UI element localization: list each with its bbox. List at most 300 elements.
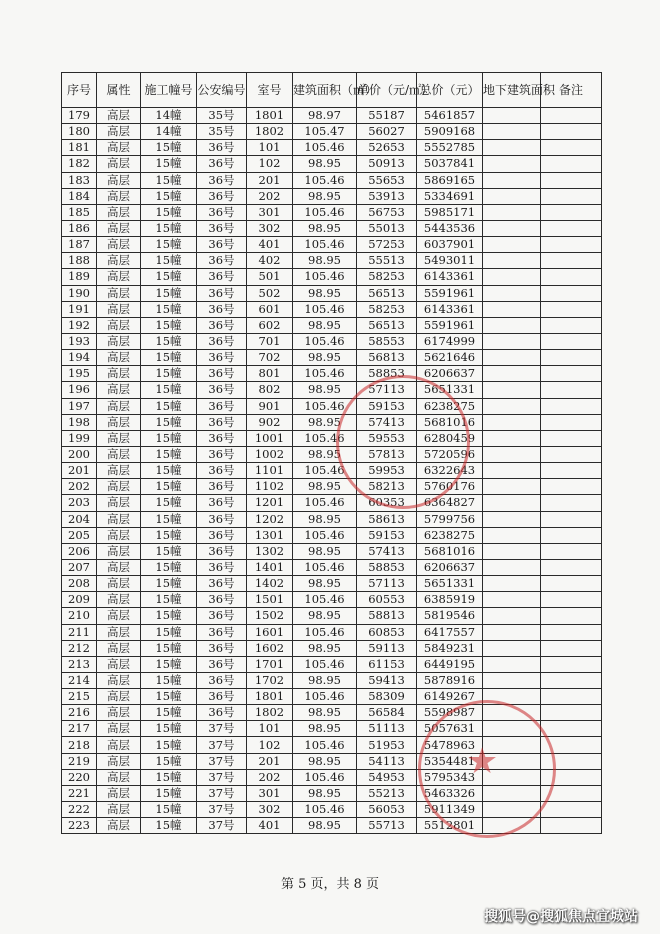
cell-unit-price: 57813 [357, 446, 417, 462]
cell-area: 98.95 [293, 382, 357, 398]
cell-police-no: 36号 [197, 220, 247, 236]
cell-seq: 216 [62, 705, 97, 721]
cell-underground-area [483, 543, 541, 559]
cell-unit-price: 57413 [357, 543, 417, 559]
cell-area: 98.95 [293, 721, 357, 737]
cell-underground-area [483, 398, 541, 414]
cell-remarks [541, 495, 602, 511]
cell-seq: 196 [62, 382, 97, 398]
cell-underground-area [483, 527, 541, 543]
cell-police-no: 36号 [197, 414, 247, 430]
cell-remarks [541, 172, 602, 188]
cell-police-no: 36号 [197, 188, 247, 204]
cell-seq: 183 [62, 172, 97, 188]
cell-building: 15幢 [141, 253, 197, 269]
header-police-no: 公安编号 [197, 73, 247, 108]
cell-building: 15幢 [141, 366, 197, 382]
cell-type: 高层 [97, 559, 141, 575]
cell-remarks [541, 350, 602, 366]
cell-room: 702 [247, 350, 293, 366]
cell-underground-area [483, 689, 541, 705]
cell-room: 202 [247, 188, 293, 204]
cell-area: 105.46 [293, 172, 357, 188]
cell-type: 高层 [97, 220, 141, 236]
cell-room: 1802 [247, 705, 293, 721]
cell-seq: 187 [62, 237, 97, 253]
cell-remarks [541, 511, 602, 527]
cell-underground-area [483, 785, 541, 801]
cell-area: 98.95 [293, 317, 357, 333]
cell-seq: 210 [62, 608, 97, 624]
cell-remarks [541, 479, 602, 495]
cell-unit-price: 55013 [357, 220, 417, 236]
cell-area: 98.95 [293, 608, 357, 624]
cell-police-no: 36号 [197, 592, 247, 608]
cell-building: 15幢 [141, 656, 197, 672]
cell-seq: 219 [62, 753, 97, 769]
cell-room: 302 [247, 220, 293, 236]
cell-unit-price: 56053 [357, 802, 417, 818]
cell-remarks [541, 463, 602, 479]
cell-underground-area [483, 124, 541, 140]
cell-remarks [541, 737, 602, 753]
cell-unit-price: 57113 [357, 382, 417, 398]
cell-type: 高层 [97, 705, 141, 721]
cell-remarks [541, 253, 602, 269]
cell-seq: 193 [62, 333, 97, 349]
cell-unit-price: 58853 [357, 559, 417, 575]
cell-seq: 212 [62, 640, 97, 656]
cell-unit-price: 60853 [357, 624, 417, 640]
cell-police-no: 36号 [197, 689, 247, 705]
cell-remarks [541, 656, 602, 672]
cell-unit-price: 56584 [357, 705, 417, 721]
cell-remarks [541, 188, 602, 204]
cell-unit-price: 55513 [357, 253, 417, 269]
cell-type: 高层 [97, 624, 141, 640]
table-row [62, 737, 602, 753]
cell-area: 98.97 [293, 108, 357, 124]
cell-room: 1001 [247, 430, 293, 446]
cell-room: 601 [247, 301, 293, 317]
cell-underground-area [483, 301, 541, 317]
cell-total-price: 5591961 [417, 317, 483, 333]
cell-unit-price: 50913 [357, 156, 417, 172]
cell-type: 高层 [97, 317, 141, 333]
cell-seq: 218 [62, 737, 97, 753]
cell-room: 502 [247, 285, 293, 301]
cell-building: 15幢 [141, 156, 197, 172]
cell-area: 98.95 [293, 479, 357, 495]
cell-unit-price: 58253 [357, 301, 417, 317]
cell-total-price: 5909168 [417, 124, 483, 140]
cell-underground-area [483, 253, 541, 269]
cell-area: 98.95 [293, 753, 357, 769]
table-row [62, 269, 602, 285]
table-row [62, 608, 602, 624]
cell-type: 高层 [97, 333, 141, 349]
cell-type: 高层 [97, 608, 141, 624]
cell-underground-area [483, 237, 541, 253]
cell-area: 98.95 [293, 640, 357, 656]
cell-area: 98.95 [293, 511, 357, 527]
cell-police-no: 36号 [197, 140, 247, 156]
cell-unit-price: 54113 [357, 753, 417, 769]
cell-area: 98.95 [293, 785, 357, 801]
cell-seq: 220 [62, 769, 97, 785]
cell-room: 1602 [247, 640, 293, 656]
cell-seq: 189 [62, 269, 97, 285]
cell-building: 15幢 [141, 624, 197, 640]
cell-total-price: 6449195 [417, 656, 483, 672]
cell-building: 15幢 [141, 269, 197, 285]
cell-underground-area [483, 333, 541, 349]
cell-remarks [541, 785, 602, 801]
cell-building: 15幢 [141, 398, 197, 414]
cell-type: 高层 [97, 737, 141, 753]
cell-underground-area [483, 769, 541, 785]
cell-area: 98.95 [293, 543, 357, 559]
cell-seq: 211 [62, 624, 97, 640]
cell-police-no: 36号 [197, 237, 247, 253]
cell-police-no: 36号 [197, 317, 247, 333]
header-unit-price: 单价（元/㎡） [357, 73, 417, 108]
cell-type: 高层 [97, 140, 141, 156]
cell-area: 98.95 [293, 253, 357, 269]
cell-room: 1302 [247, 543, 293, 559]
cell-police-no: 36号 [197, 253, 247, 269]
table-row [62, 382, 602, 398]
cell-area: 98.95 [293, 672, 357, 688]
cell-remarks [541, 769, 602, 785]
cell-police-no: 36号 [197, 463, 247, 479]
cell-room: 501 [247, 269, 293, 285]
table-row [62, 172, 602, 188]
cell-area: 98.95 [293, 576, 357, 592]
cell-unit-price: 51953 [357, 737, 417, 753]
cell-underground-area [483, 446, 541, 462]
cell-total-price: 6143361 [417, 269, 483, 285]
cell-type: 高层 [97, 156, 141, 172]
cell-area: 105.46 [293, 333, 357, 349]
cell-type: 高层 [97, 479, 141, 495]
cell-room: 1601 [247, 624, 293, 640]
cell-area: 105.46 [293, 527, 357, 543]
cell-police-no: 36号 [197, 301, 247, 317]
cell-building: 15幢 [141, 430, 197, 446]
cell-area: 105.46 [293, 624, 357, 640]
cell-type: 高层 [97, 672, 141, 688]
cell-total-price: 6206637 [417, 366, 483, 382]
cell-total-price: 5621646 [417, 350, 483, 366]
cell-remarks [541, 382, 602, 398]
cell-seq: 205 [62, 527, 97, 543]
cell-building: 15幢 [141, 689, 197, 705]
cell-seq: 214 [62, 672, 97, 688]
cell-remarks [541, 608, 602, 624]
cell-police-no: 37号 [197, 753, 247, 769]
cell-underground-area [483, 382, 541, 398]
cell-room: 202 [247, 769, 293, 785]
cell-unit-price: 60553 [357, 592, 417, 608]
cell-total-price: 6149267 [417, 689, 483, 705]
cell-area: 105.46 [293, 495, 357, 511]
cell-seq: 188 [62, 253, 97, 269]
cell-unit-price: 59553 [357, 430, 417, 446]
cell-area: 98.95 [293, 446, 357, 462]
cell-police-no: 36号 [197, 640, 247, 656]
cell-total-price: 5443536 [417, 220, 483, 236]
cell-remarks [541, 269, 602, 285]
header-underground-area: 地下建筑面积 [483, 73, 541, 108]
cell-area: 105.46 [293, 559, 357, 575]
cell-remarks [541, 446, 602, 462]
cell-underground-area [483, 592, 541, 608]
cell-police-no: 36号 [197, 350, 247, 366]
cell-underground-area [483, 559, 541, 575]
cell-total-price: 5849231 [417, 640, 483, 656]
cell-seq: 185 [62, 204, 97, 220]
cell-seq: 203 [62, 495, 97, 511]
cell-total-price: 5869165 [417, 172, 483, 188]
cell-type: 高层 [97, 753, 141, 769]
cell-building: 15幢 [141, 527, 197, 543]
cell-police-no: 36号 [197, 624, 247, 640]
cell-room: 1401 [247, 559, 293, 575]
cell-remarks [541, 366, 602, 382]
cell-area: 105.46 [293, 140, 357, 156]
cell-underground-area [483, 269, 541, 285]
cell-remarks [541, 333, 602, 349]
cell-room: 302 [247, 802, 293, 818]
cell-building: 15幢 [141, 301, 197, 317]
cell-area: 105.46 [293, 237, 357, 253]
cell-total-price: 6238275 [417, 398, 483, 414]
header-room: 室号 [247, 73, 293, 108]
cell-seq: 182 [62, 156, 97, 172]
cell-room: 401 [247, 818, 293, 834]
price-table [61, 72, 602, 834]
cell-police-no: 36号 [197, 366, 247, 382]
cell-building: 15幢 [141, 237, 197, 253]
cell-remarks [541, 140, 602, 156]
cell-unit-price: 58853 [357, 366, 417, 382]
cell-remarks [541, 124, 602, 140]
cell-total-price: 5354481 [417, 753, 483, 769]
cell-building: 15幢 [141, 802, 197, 818]
cell-building: 15幢 [141, 333, 197, 349]
cell-police-no: 36号 [197, 559, 247, 575]
cell-remarks [541, 398, 602, 414]
cell-remarks [541, 301, 602, 317]
cell-underground-area [483, 640, 541, 656]
cell-area: 98.95 [293, 818, 357, 834]
table-row [62, 527, 602, 543]
cell-seq: 195 [62, 366, 97, 382]
cell-building: 15幢 [141, 140, 197, 156]
cell-unit-price: 59953 [357, 463, 417, 479]
cell-area: 105.46 [293, 430, 357, 446]
cell-area: 98.95 [293, 705, 357, 721]
cell-room: 1502 [247, 608, 293, 624]
cell-police-no: 36号 [197, 527, 247, 543]
cell-building: 15幢 [141, 753, 197, 769]
cell-unit-price: 55213 [357, 785, 417, 801]
cell-remarks [541, 414, 602, 430]
cell-underground-area [483, 624, 541, 640]
table-row [62, 624, 602, 640]
cell-total-price: 5037841 [417, 156, 483, 172]
cell-remarks [541, 705, 602, 721]
cell-building: 15幢 [141, 592, 197, 608]
cell-area: 105.46 [293, 463, 357, 479]
cell-underground-area [483, 108, 541, 124]
cell-underground-area [483, 802, 541, 818]
cell-total-price: 5911349 [417, 802, 483, 818]
cell-type: 高层 [97, 253, 141, 269]
table-row [62, 818, 602, 834]
cell-unit-price: 51113 [357, 721, 417, 737]
cell-type: 高层 [97, 108, 141, 124]
price-list-sheet [61, 72, 601, 834]
cell-seq: 223 [62, 818, 97, 834]
cell-seq: 215 [62, 689, 97, 705]
cell-type: 高层 [97, 382, 141, 398]
cell-seq: 199 [62, 430, 97, 446]
cell-building: 15幢 [141, 317, 197, 333]
cell-total-price: 5681016 [417, 543, 483, 559]
cell-total-price: 6143361 [417, 301, 483, 317]
cell-total-price: 6280459 [417, 430, 483, 446]
cell-seq: 200 [62, 446, 97, 462]
cell-underground-area [483, 414, 541, 430]
table-body [62, 108, 602, 834]
table-row [62, 253, 602, 269]
cell-underground-area [483, 753, 541, 769]
cell-police-no: 35号 [197, 124, 247, 140]
cell-building: 15幢 [141, 479, 197, 495]
header-remarks: 备注 [541, 73, 602, 108]
cell-unit-price: 58553 [357, 333, 417, 349]
cell-seq: 213 [62, 656, 97, 672]
cell-total-price: 5461857 [417, 108, 483, 124]
cell-police-no: 36号 [197, 269, 247, 285]
cell-total-price: 5985171 [417, 204, 483, 220]
cell-remarks [541, 220, 602, 236]
cell-seq: 206 [62, 543, 97, 559]
cell-total-price: 6206637 [417, 559, 483, 575]
header-seq: 序号 [62, 73, 97, 108]
cell-room: 401 [247, 237, 293, 253]
table-row [62, 237, 602, 253]
cell-remarks [541, 640, 602, 656]
table-row [62, 640, 602, 656]
cell-underground-area [483, 366, 541, 382]
cell-total-price: 5760176 [417, 479, 483, 495]
cell-area: 105.46 [293, 802, 357, 818]
cell-underground-area [483, 737, 541, 753]
cell-area: 105.47 [293, 124, 357, 140]
cell-unit-price: 52653 [357, 140, 417, 156]
table-row [62, 398, 602, 414]
cell-police-no: 37号 [197, 818, 247, 834]
cell-room: 1701 [247, 656, 293, 672]
cell-type: 高层 [97, 430, 141, 446]
cell-building: 15幢 [141, 511, 197, 527]
cell-type: 高层 [97, 204, 141, 220]
cell-type: 高层 [97, 463, 141, 479]
cell-police-no: 37号 [197, 785, 247, 801]
cell-total-price: 6037901 [417, 237, 483, 253]
cell-underground-area [483, 608, 541, 624]
table-row [62, 495, 602, 511]
cell-total-price: 5720596 [417, 446, 483, 462]
cell-area: 98.95 [293, 350, 357, 366]
cell-remarks [541, 108, 602, 124]
cell-seq: 192 [62, 317, 97, 333]
cell-building: 14幢 [141, 108, 197, 124]
cell-area: 105.46 [293, 769, 357, 785]
cell-underground-area [483, 511, 541, 527]
cell-type: 高层 [97, 172, 141, 188]
cell-type: 高层 [97, 366, 141, 382]
cell-room: 101 [247, 140, 293, 156]
cell-underground-area [483, 430, 541, 446]
cell-police-no: 36号 [197, 543, 247, 559]
cell-total-price: 5651331 [417, 382, 483, 398]
cell-room: 301 [247, 204, 293, 220]
cell-room: 101 [247, 721, 293, 737]
cell-type: 高层 [97, 414, 141, 430]
table-row [62, 366, 602, 382]
table-row [62, 301, 602, 317]
cell-remarks [541, 753, 602, 769]
cell-type: 高层 [97, 769, 141, 785]
table-row [62, 333, 602, 349]
cell-type: 高层 [97, 818, 141, 834]
cell-building: 15幢 [141, 446, 197, 462]
cell-room: 201 [247, 172, 293, 188]
cell-total-price: 5795343 [417, 769, 483, 785]
cell-police-no: 36号 [197, 333, 247, 349]
cell-underground-area [483, 220, 541, 236]
cell-building: 14幢 [141, 124, 197, 140]
cell-room: 1801 [247, 108, 293, 124]
cell-total-price: 5591961 [417, 285, 483, 301]
cell-unit-price: 59413 [357, 672, 417, 688]
cell-underground-area [483, 495, 541, 511]
cell-police-no: 37号 [197, 737, 247, 753]
cell-type: 高层 [97, 124, 141, 140]
cell-building: 15幢 [141, 543, 197, 559]
cell-remarks [541, 430, 602, 446]
cell-type: 高层 [97, 592, 141, 608]
table-row [62, 430, 602, 446]
header-building: 施工幢号 [141, 73, 197, 108]
cell-room: 1501 [247, 592, 293, 608]
cell-total-price: 5512801 [417, 818, 483, 834]
cell-unit-price: 58813 [357, 608, 417, 624]
cell-unit-price: 59153 [357, 398, 417, 414]
cell-underground-area [483, 705, 541, 721]
cell-remarks [541, 672, 602, 688]
cell-remarks [541, 721, 602, 737]
cell-total-price: 5651331 [417, 576, 483, 592]
table-row [62, 672, 602, 688]
cell-unit-price: 54953 [357, 769, 417, 785]
cell-police-no: 36号 [197, 446, 247, 462]
cell-police-no: 35号 [197, 108, 247, 124]
